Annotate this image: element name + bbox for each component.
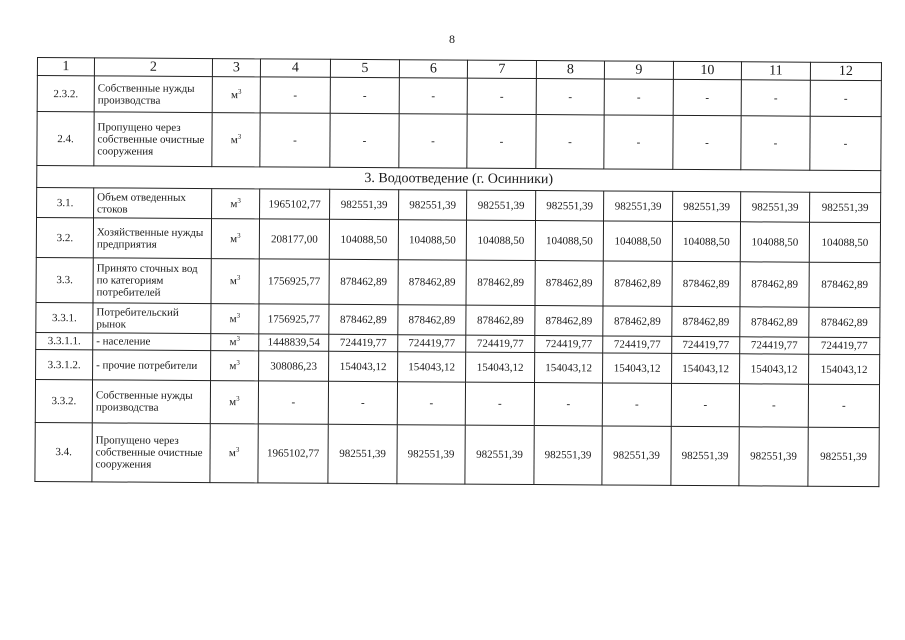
value-cell: 104088,50 (603, 221, 672, 261)
value-cell: 154043,12 (603, 353, 672, 383)
value-cell: - (671, 383, 739, 426)
value-cell: - (673, 115, 741, 169)
row-name: Потребительский рынок (93, 303, 211, 334)
row-unit (210, 424, 258, 483)
unit-base: м (228, 447, 236, 460)
unit-base: м (229, 396, 237, 409)
unit-exponent: 3 (238, 87, 242, 96)
value-cell: 154043,12 (398, 352, 466, 382)
row-name: Пропущено через собственные очистные сооружения (94, 112, 212, 167)
value-cell: 878462,89 (398, 305, 466, 335)
value-cell: - (808, 384, 879, 427)
value-cell: - (673, 79, 741, 115)
value-cell: 1756925,77 (259, 304, 329, 334)
unit-exponent: 3 (235, 445, 240, 454)
value-cell: 154043,12 (809, 354, 880, 384)
value-cell: 724419,77 (329, 334, 398, 351)
unit-exponent: 3 (237, 231, 241, 240)
unit-base: м (230, 197, 238, 210)
value-cell: 1965102,77 (260, 189, 330, 219)
unit-base: м (231, 88, 239, 101)
unit-exponent: 3 (236, 273, 241, 282)
column-header: 1 (37, 58, 94, 76)
value-cell: - (258, 381, 328, 424)
value-cell: - (810, 116, 881, 170)
column-header: 11 (741, 62, 810, 80)
row-name: Принято сточных вод по категориям потребителей (93, 258, 211, 304)
value-cell: 208177,00 (259, 219, 329, 259)
row-code: 3.3.1. (36, 302, 93, 332)
table-row (35, 379, 879, 427)
table-row (35, 422, 879, 486)
row-code: 3.3. (36, 257, 93, 302)
value-cell: 878462,89 (329, 304, 398, 334)
value-cell: 154043,12 (466, 352, 535, 382)
value-cell: 154043,12 (535, 353, 603, 383)
row-unit (211, 334, 259, 351)
value-cell: - (604, 115, 673, 169)
value-cell: - (739, 384, 808, 427)
value-cell: 154043,12 (672, 353, 740, 383)
unit-exponent: 3 (236, 358, 240, 367)
value-cell: 724419,77 (466, 335, 535, 352)
value-cell: 982551,39 (330, 189, 399, 219)
value-cell: - (536, 79, 604, 115)
column-header: 12 (810, 62, 881, 80)
value-cell: 878462,89 (603, 306, 672, 336)
value-cell: 104088,50 (672, 221, 740, 261)
value-cell: - (399, 78, 467, 114)
row-name: - население (93, 333, 211, 351)
value-cell: 1756925,77 (259, 259, 329, 304)
row-unit (211, 351, 259, 381)
row-name: Собственные нужды производства (94, 76, 212, 113)
value-cell: 104088,50 (398, 220, 466, 260)
value-cell: 982551,39 (397, 425, 465, 484)
value-cell: 878462,89 (398, 260, 466, 305)
section-title: 3. Водоотведение (г. Осинники) (37, 166, 881, 193)
unit-exponent: 3 (236, 311, 241, 320)
row-name: Собственные нужды производства (92, 380, 210, 424)
row-code: 3.3.2. (35, 379, 92, 422)
value-cell: - (534, 383, 602, 426)
value-cell: - (397, 382, 465, 425)
value-cell: 104088,50 (740, 222, 809, 262)
row-unit (212, 113, 260, 167)
value-cell: - (328, 381, 397, 424)
column-header: 7 (467, 60, 536, 78)
value-cell: 104088,50 (329, 219, 398, 259)
value-cell: 724419,77 (603, 336, 672, 353)
value-cell: - (399, 114, 467, 168)
value-cell: 878462,89 (603, 261, 672, 306)
unit-exponent: 3 (236, 394, 240, 403)
value-cell: 878462,89 (466, 260, 535, 305)
value-cell: 982551,39 (808, 427, 879, 486)
value-cell: 982551,39 (739, 427, 808, 486)
value-cell: 878462,89 (740, 307, 809, 337)
table-row (36, 218, 880, 263)
value-cell: 878462,89 (809, 262, 880, 307)
row-name: Объем отведенных стоков (94, 188, 212, 219)
unit-base: м (229, 336, 237, 349)
column-header: 9 (604, 61, 673, 79)
column-header: 6 (399, 60, 467, 78)
table-row (36, 257, 880, 307)
value-cell: - (810, 80, 881, 116)
value-cell: 982551,39 (604, 191, 673, 221)
value-cell: 878462,89 (466, 305, 535, 335)
column-header: 2 (94, 58, 212, 77)
row-unit (210, 381, 258, 424)
row-code: 2.4. (37, 112, 94, 166)
row-unit (211, 259, 259, 304)
value-cell: 878462,89 (672, 306, 740, 336)
value-cell: - (604, 79, 673, 115)
row-code: 3.1. (37, 188, 94, 218)
row-name: - прочие потребители (93, 350, 211, 381)
table-row (37, 76, 881, 117)
value-cell: 982551,39 (328, 424, 397, 483)
value-cell: 724419,77 (809, 337, 880, 354)
value-cell: - (602, 383, 671, 426)
value-cell: 724419,77 (535, 336, 603, 353)
value-cell: 154043,12 (740, 354, 809, 384)
value-cell: - (467, 114, 536, 168)
unit-base: м (229, 359, 237, 372)
value-cell: 1965102,77 (258, 424, 328, 483)
column-header: 10 (673, 61, 741, 79)
row-name: Пропущено через собственные очистные сооружения (92, 423, 210, 483)
value-cell: 982551,39 (536, 191, 604, 221)
value-cell: 878462,89 (672, 261, 740, 306)
column-header: 5 (330, 59, 399, 77)
unit-base: м (230, 133, 238, 146)
row-unit (211, 304, 259, 334)
value-cell: 982551,39 (602, 426, 671, 485)
value-cell: 982551,39 (465, 425, 534, 484)
value-cell: 1448839,54 (259, 334, 329, 351)
row-unit (211, 219, 259, 259)
row-code: 3.3.1.2. (36, 349, 93, 379)
unit-exponent: 3 (236, 334, 241, 343)
value-cell: 878462,89 (535, 306, 603, 336)
value-cell: - (467, 78, 536, 114)
value-cell: 878462,89 (329, 259, 398, 304)
column-header: 4 (260, 59, 330, 77)
value-cell: - (741, 80, 810, 116)
value-cell: 104088,50 (466, 220, 535, 260)
value-cell: 724419,77 (740, 337, 809, 354)
value-cell: 724419,77 (398, 335, 466, 352)
value-cell: 724419,77 (672, 336, 740, 353)
value-cell: 104088,50 (809, 222, 880, 262)
value-cell: 878462,89 (535, 261, 603, 306)
table-row (37, 112, 881, 171)
value-cell: - (536, 115, 604, 169)
value-cell: 982551,39 (810, 192, 881, 222)
value-cell: - (741, 116, 810, 170)
row-code: 3.2. (36, 218, 93, 258)
value-cell: 878462,89 (740, 262, 809, 307)
row-unit (212, 77, 260, 113)
row-unit (212, 189, 260, 219)
unit-base: м (230, 232, 238, 245)
row-code: 2.3.2. (37, 76, 94, 112)
unit-base: м (229, 275, 237, 288)
value-cell: - (330, 113, 399, 167)
value-cell: - (465, 382, 534, 425)
value-cell: - (330, 77, 399, 113)
data-table (34, 57, 882, 487)
value-cell: - (260, 77, 330, 113)
value-cell: 982551,39 (467, 190, 536, 220)
column-header: 3 (212, 59, 260, 77)
value-cell: 982551,39 (673, 191, 741, 221)
column-header: 8 (536, 61, 604, 79)
value-cell: 982551,39 (399, 190, 467, 220)
value-cell: 982551,39 (671, 426, 739, 485)
value-cell: 982551,39 (741, 192, 810, 222)
unit-exponent: 3 (237, 196, 241, 205)
page-number: 8 (449, 32, 455, 46)
value-cell: 104088,50 (535, 221, 603, 261)
value-cell: 982551,39 (534, 426, 602, 485)
unit-exponent: 3 (237, 132, 242, 141)
row-code: 3.4. (35, 422, 92, 481)
value-cell: - (260, 113, 330, 167)
value-cell: 154043,12 (329, 351, 398, 381)
row-code: 3.3.1.1. (36, 332, 93, 349)
value-cell: 878462,89 (809, 307, 880, 337)
value-cell: 308086,23 (259, 351, 329, 381)
row-name: Хозяйственные нужды предприятия (93, 218, 211, 259)
unit-base: м (229, 312, 237, 325)
